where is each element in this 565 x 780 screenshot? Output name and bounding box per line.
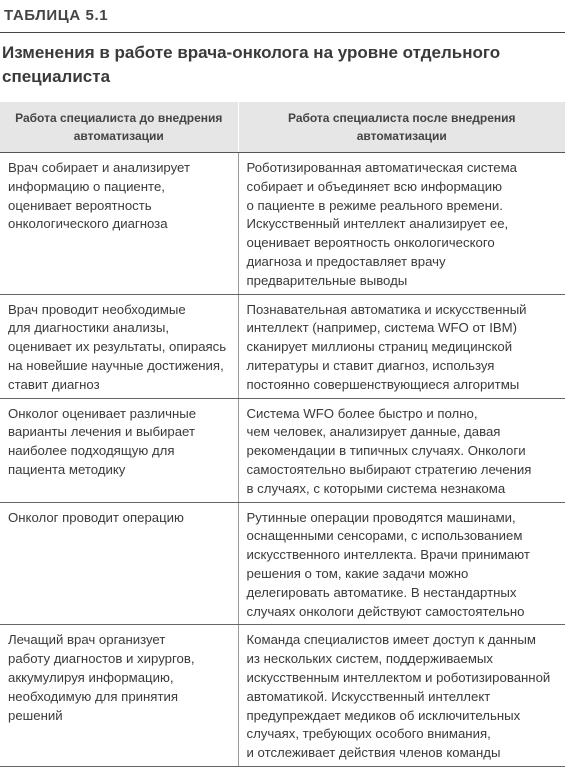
cell-text-line: случаях, требующих особого внимания, xyxy=(246,726,491,742)
cell-text-line: Роботизированная автоматическая система xyxy=(246,160,518,175)
cell-text-line: из нескольких систем, поддерживаемых xyxy=(246,651,493,667)
cell-text-line: на новейшие научные достижения, xyxy=(8,357,224,373)
cell-text-line: собирает и объединяет всю информацию xyxy=(246,178,502,194)
cell-before xyxy=(0,625,238,767)
cell-before xyxy=(0,398,238,502)
cell-text-line: Команда специалистов имеет доступ к данным xyxy=(246,632,536,648)
cell-text-line: диагноза и предоставляет врачу xyxy=(246,253,446,269)
cell-text-line: Онколог оценивает различные xyxy=(8,405,197,421)
cell-text-line: постоянно совершенствующиеся алгоритмы xyxy=(246,376,520,392)
cell-text-line: предупреждает медиков об исключительных xyxy=(246,707,521,723)
cell-after xyxy=(238,153,565,295)
cell-after xyxy=(238,294,565,398)
cell-text-line: наиболее подходящую для xyxy=(8,443,175,459)
cell-text-line: решения о том, какие задачи можно xyxy=(246,565,469,581)
cell-text-line: работу диагностов и хирургов, xyxy=(8,651,195,667)
cell-text-line: оценивает вероятность xyxy=(8,197,152,213)
cell-text-line: варианты лечения и выбирает xyxy=(8,424,195,440)
cell-after xyxy=(238,502,565,625)
table-row xyxy=(0,294,565,398)
cell-text-line: решений xyxy=(8,707,63,723)
table-row xyxy=(0,502,565,625)
header-row xyxy=(0,102,565,153)
cell-text-line: аккумулируя информацию, xyxy=(8,669,174,685)
table-row xyxy=(0,153,565,295)
cell-text-line: Искусственный интеллект анализирует ее, xyxy=(246,216,509,232)
cell-text-line: самостоятельно выбирают стратегию лечения xyxy=(246,461,532,477)
cell-text-line: делегировать автоматике. В нестандартных xyxy=(246,584,517,600)
cell-text-line: чем человек, анализирует данные, давая xyxy=(246,424,501,440)
cell-text-line: Лечащий врач организует xyxy=(8,632,166,648)
cell-text-line: сканирует миллионы страниц медицинской xyxy=(246,339,513,355)
cell-before xyxy=(0,294,238,398)
cell-text-line: необходимую для принятия xyxy=(8,688,178,704)
cell-text-line: и отслеживает действия членов команды xyxy=(246,745,501,761)
cell-text-line: о пациенте в режиме реального времени. xyxy=(246,197,503,213)
cell-text-line: пациента методику xyxy=(8,461,126,477)
cell-text-line: оценивает вероятность онкологического xyxy=(246,235,495,251)
cell-before xyxy=(0,153,238,295)
cell-text-line: Врач собирает и анализирует xyxy=(8,160,190,175)
cell-text-line: для диагностики анализы, xyxy=(8,320,170,336)
header-before: Работа специалиста до внедрения автоматизации xyxy=(0,102,238,153)
cell-text-line: онкологического диагноза xyxy=(8,216,168,232)
table-label: ТАБЛИЦА 5.1 xyxy=(4,7,109,24)
comparison-table xyxy=(0,102,565,767)
table-body xyxy=(0,153,565,767)
cell-text-line: Онколог проводит операцию xyxy=(8,509,184,525)
cell-text-line: предварительные выводы xyxy=(246,272,408,288)
cell-text-line: автоматикой. Искусственный интеллект xyxy=(246,688,491,704)
top-divider xyxy=(0,32,565,33)
cell-text-line: литературы и ставит диагноз, используя xyxy=(246,357,495,373)
cell-text-line: оценивает их результаты, опираясь xyxy=(8,339,227,355)
table-row xyxy=(0,398,565,502)
cell-text-line: Рутинные операции проводятся машинами, xyxy=(246,509,516,525)
table-row xyxy=(0,625,565,767)
cell-text-line: оснащенными сенсорами, с использованием xyxy=(246,528,523,544)
cell-text-line: Система WFO более быстро и полно, xyxy=(246,405,478,421)
cell-text-line: информацию о пациенте, xyxy=(8,178,165,194)
cell-before xyxy=(0,502,238,625)
cell-text-line: интеллект (например, система WFO от IBM) xyxy=(246,320,518,336)
cell-text-line: искусственным интеллектом и роботизированной xyxy=(246,669,551,685)
cell-text-line: Врач проводит необходимые xyxy=(8,301,186,317)
cell-text-line: в случаях, с которыми система незнакома xyxy=(246,480,506,496)
cell-text-line: искусственного интеллекта. Врачи принимают xyxy=(246,547,530,563)
header-after: Работа специалиста после внедрения автоматизации xyxy=(238,102,565,153)
cell-text-line: случаях онкологи действуют самостоятельно xyxy=(246,603,525,619)
cell-text-line: Познавательная автоматика и искусственный xyxy=(246,301,527,317)
table-title: Изменения в работе врача-онколога на уровне отдельного специалиста xyxy=(2,43,501,86)
cell-after xyxy=(238,398,565,502)
cell-text-line: ставит диагноз xyxy=(8,376,100,392)
cell-after xyxy=(238,625,565,767)
cell-text-line: рекомендации в типичных случаях. Онкологи xyxy=(246,443,526,459)
